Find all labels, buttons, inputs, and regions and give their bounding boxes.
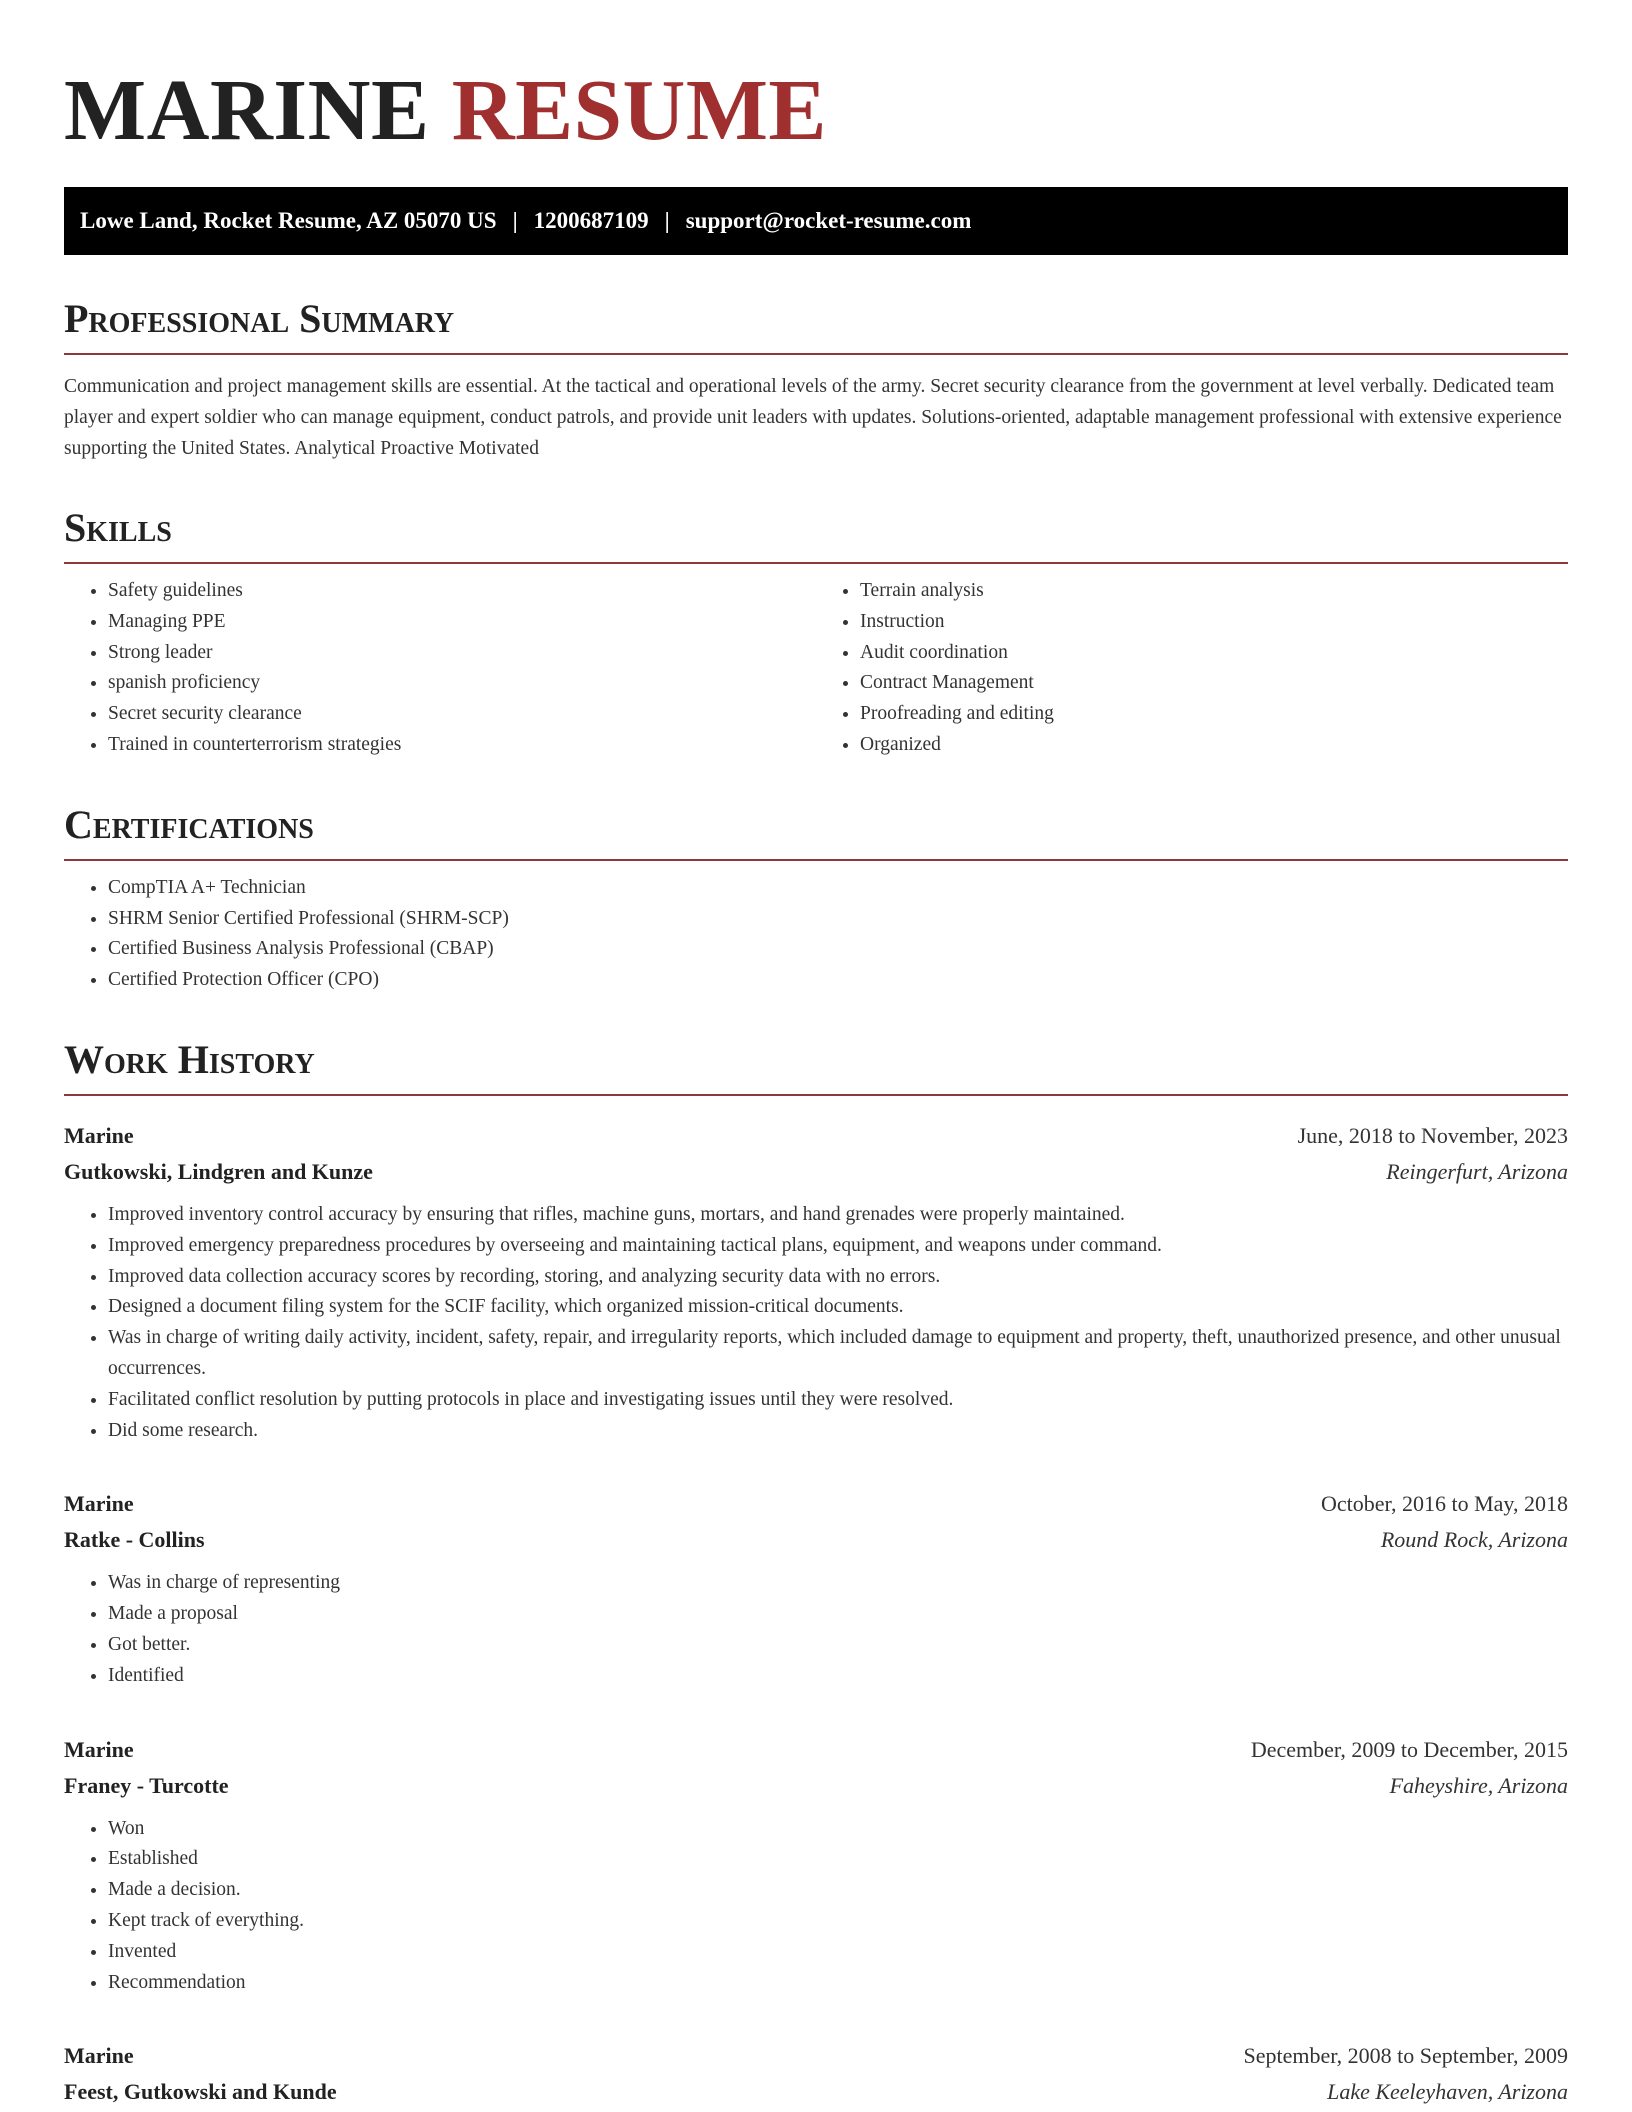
skills-list-left [64, 576, 816, 761]
job-bullet: • Identified [108, 1661, 1568, 1692]
name-first: MARINE [64, 61, 430, 158]
job-company-row [64, 1154, 1568, 1190]
job-header-row [64, 2038, 1568, 2074]
skill-item: • Trained in counterterrorism strategies [108, 730, 816, 761]
work-history-heading: Work History [64, 1040, 1568, 1096]
job-location: Faheyshire, Arizona [1389, 1772, 1568, 1798]
job-entry [64, 1732, 1568, 1999]
resume-name [64, 61, 1568, 158]
skills-heading: Skills [64, 508, 1568, 564]
job-dates: September, 2008 to September, 2009 [1243, 2043, 1568, 2069]
job-header-row [64, 1732, 1568, 1768]
contact-phone: 1200687109 [533, 208, 649, 233]
skill-item: • Instruction [860, 607, 1568, 638]
job-company: Franey - Turcotte [64, 1772, 229, 1798]
job-entry [64, 1118, 1568, 1446]
job-bullet: • Kept track of everything. [108, 1906, 1568, 1937]
skill-item: • Proofreading and editing [860, 699, 1568, 730]
certification-item: • Certified Business Analysis Professional (CBAP) [108, 934, 1568, 965]
skill-item: • Secret security clearance [108, 699, 816, 730]
certification-item: • Certified Protection Officer (CPO) [108, 965, 1568, 996]
job-bullet: • Invented [108, 1937, 1568, 1968]
job-bullet: • Made a proposal [108, 1599, 1568, 1630]
contact-bar [64, 187, 1568, 255]
skill-item: • Terrain analysis [860, 576, 1568, 607]
skills-section [64, 505, 1568, 761]
skill-item: • Organized [860, 730, 1568, 761]
skill-item: • spanish proficiency [108, 668, 816, 699]
job-entry [64, 2038, 1568, 2110]
name-last: RESUME [451, 61, 827, 158]
job-location: Reingerfurt, Arizona [1386, 1158, 1568, 1184]
job-company: Gutkowski, Lindgren and Kunze [64, 1158, 373, 1184]
job-bullet-list [64, 1200, 1568, 1446]
job-dates: October, 2016 to May, 2018 [1321, 1491, 1568, 1517]
job-bullet-list [64, 1814, 1568, 1999]
certification-item: • SHRM Senior Certified Professional (SHRM-SCP) [108, 904, 1568, 935]
job-header-row [64, 1486, 1568, 1522]
job-bullet: • Made a decision. [108, 1875, 1568, 1906]
skill-item: • Contract Management [860, 668, 1568, 699]
contact-address: Lowe Land, Rocket Resume, AZ 05070 US [80, 208, 497, 233]
job-company: Feest, Gutkowski and Kunde [64, 2079, 337, 2105]
skills-list-right [816, 576, 1568, 761]
certification-item: • CompTIA A+ Technician [108, 873, 1568, 904]
job-bullet: • Established [108, 1844, 1568, 1875]
job-header-row [64, 1118, 1568, 1154]
job-dates: December, 2009 to December, 2015 [1250, 1736, 1568, 1762]
job-bullet: • Facilitated conflict resolution by putting protocols in place and investigating issues until they were resolved. [108, 1385, 1568, 1416]
skill-item: • Managing PPE [108, 607, 816, 638]
job-title: Marine [64, 1736, 134, 1762]
job-title: Marine [64, 1122, 134, 1148]
job-location: Lake Keeleyhaven, Arizona [1327, 2079, 1568, 2105]
job-title: Marine [64, 1491, 134, 1517]
job-list [64, 1118, 1568, 2110]
job-title: Marine [64, 2043, 134, 2069]
job-company: Ratke - Collins [64, 1527, 205, 1553]
contact-separator: | [512, 208, 518, 233]
job-company-row [64, 2074, 1568, 2110]
job-bullet: • Did some research. [108, 1416, 1568, 1447]
summary-heading: Professional Summary [64, 299, 1568, 355]
certifications-list [64, 873, 1568, 996]
job-bullet: • Designed a document filing system for the SCIF facility, which organized mission-critical documents. [108, 1292, 1568, 1323]
summary-section [64, 296, 1568, 464]
skill-item: • Audit coordination [860, 638, 1568, 669]
job-bullet: • Got better. [108, 1630, 1568, 1661]
job-bullet: • Improved inventory control accuracy by ensuring that rifles, machine guns, mortars, and hand grenades were properly maintained. [108, 1200, 1568, 1231]
job-dates: June, 2018 to November, 2023 [1297, 1122, 1568, 1148]
job-bullet: • Was in charge of representing [108, 1568, 1568, 1599]
job-company-row [64, 1522, 1568, 1558]
job-company-row [64, 1768, 1568, 1804]
job-bullet-list [64, 1568, 1568, 1691]
job-entry [64, 1486, 1568, 1691]
job-bullet: • Was in charge of writing daily activity, incident, safety, repair, and irregularity reports, which included damage to equipment and property, theft, unauthorized presence, and other unusual occurrences. [108, 1323, 1568, 1385]
skill-item: • Strong leader [108, 638, 816, 669]
certifications-section [64, 801, 1568, 996]
contact-separator: | [664, 208, 670, 233]
job-bullet: • Recommendation [108, 1968, 1568, 1999]
work-history-section [64, 1036, 1568, 2110]
job-location: Round Rock, Arizona [1380, 1527, 1568, 1553]
skills-columns [64, 564, 1568, 761]
job-bullet: • Improved data collection accuracy scores by recording, storing, and analyzing security data with no errors. [108, 1262, 1568, 1293]
summary-text: Communication and project management skills are essential. At the tactical and operational levels of the army. Secret security clearance from the government at level verbally. Dedicated team player and expert soldier who can manage equipment, conduct patrols, and provide unit leaders with updates. Solutions-oriented, adaptable management professional with extensive experience supporting the United States. Analytical Proactive Motivated [64, 376, 1562, 459]
job-bullet: • Won [108, 1814, 1568, 1845]
skill-item: • Safety guidelines [108, 576, 816, 607]
job-bullet: • Improved emergency preparedness procedures by overseeing and maintaining tactical plans, equipment, and weapons under command. [108, 1231, 1568, 1262]
contact-email: support@rocket-resume.com [685, 208, 972, 233]
certifications-heading: Certifications [64, 805, 1568, 861]
